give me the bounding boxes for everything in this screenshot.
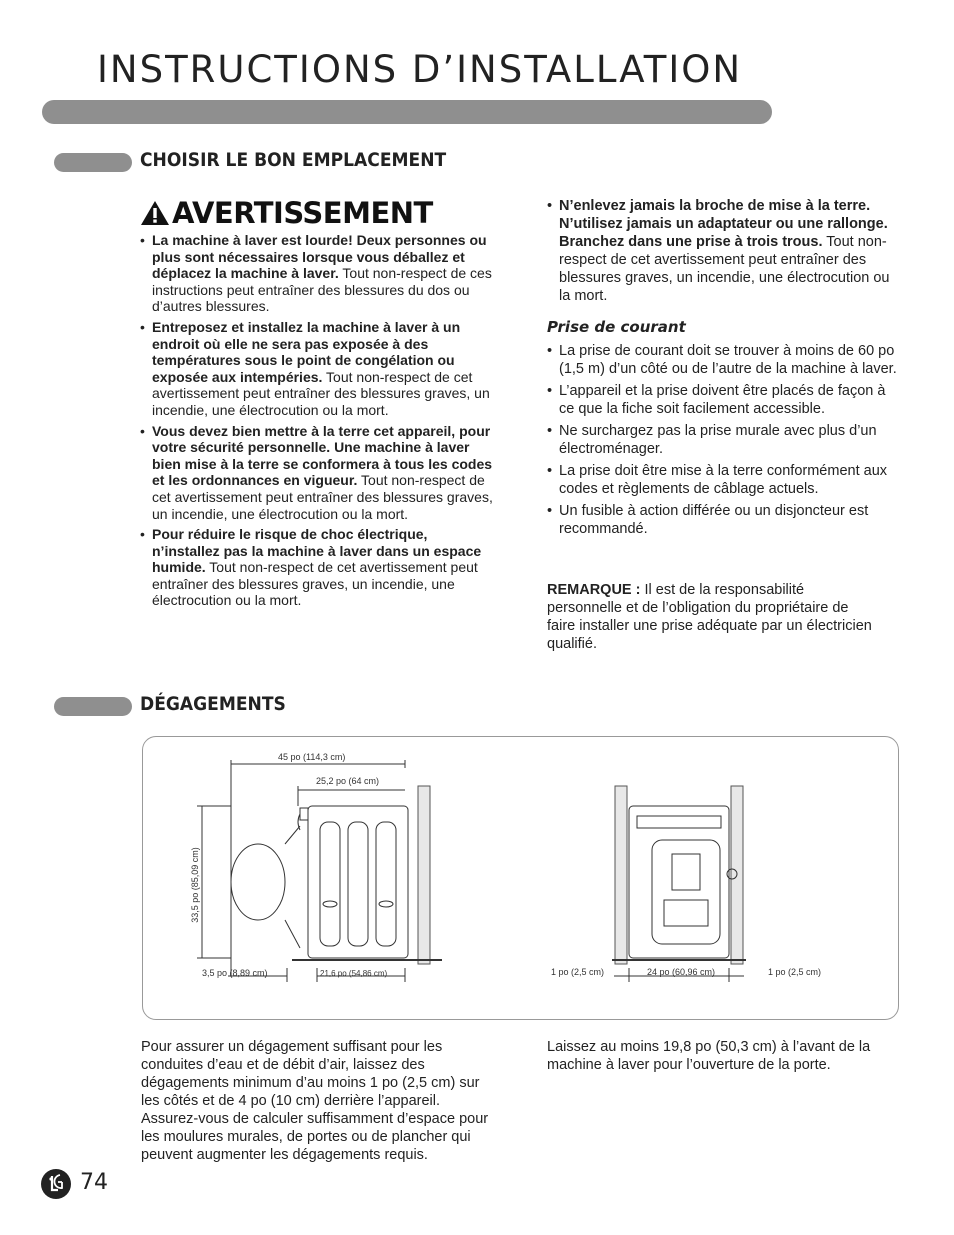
warning-list-left <box>140 232 495 613</box>
outlet-note: REMARQUE : Il est de la responsabilité personnelle et de l’obligation du propriétaire de faire installer une prise adéquate par un électricien qualifié. <box>547 582 872 652</box>
dim-base: 21,6 po (54,86 cm) <box>320 969 388 978</box>
section-heading-degagements: DÉGAGEMENTS <box>140 693 286 715</box>
outlet-list <box>547 342 902 542</box>
warning-heading <box>140 196 433 230</box>
page-title: INSTRUCTIONS D’INSTALLATION <box>97 48 743 91</box>
dim-right-gap: 1 po (2,5 cm) <box>768 967 822 977</box>
dim-width: 24 po (60,96 cm) <box>647 967 716 977</box>
clearance-text-right: Laissez au moins 19,8 po (50,3 cm) à l’avant de la machine à laver pour l’ouverture de la porte. <box>547 1039 871 1073</box>
warning-item: • La machine à laver est lourde! Deux personnes ou plus sont nécessaires lorsque vous déballez et déplacez la machine à laver. Tout non-respect de ces instructions peut entraîner des blessures du dos ou d’autres blessures. <box>140 232 495 315</box>
clearance-text-left: Pour assurer un dégagement suffisant pour les conduites d’eau et de débit d’air, laissez des dégagements minimum d’au moins 1 po (2,5 cm) sur les côtés et de 4 po (10 cm) derrière l’appareil. Assurez-vous de calculer suffisamment d’espace pour les moulures murales, de portes ou de plancher qui peuvent augmenter les dégagements requis. <box>141 1039 489 1163</box>
dim-body-depth: 25,2 po (64 cm) <box>316 776 380 786</box>
warning-triangle-icon <box>140 200 170 226</box>
page-number: 74 <box>80 1170 108 1195</box>
dim-door: 3,5 po (8,89 cm) <box>202 968 268 978</box>
outlet-item: • La prise de courant doit se trouver à moins de 60 po (1,5 m) d’un côté ou de l’autre de la machine à laver. <box>547 342 902 378</box>
section-heading-emplacement: CHOISIR LE BON EMPLACEMENT <box>140 149 447 171</box>
outlet-item: • Ne surchargez pas la prise murale avec plus d’un électroménager. <box>547 422 902 458</box>
section-pill <box>54 153 132 172</box>
dim-left-gap: 1 po (2,5 cm) <box>551 967 605 977</box>
warning-list-right <box>547 197 902 309</box>
lg-logo-icon <box>40 1168 72 1200</box>
warning-item: • Vous devez bien mettre à la terre cet appareil, pour votre sécurité personnelle. Une machine à laver bien mise à la terre se conformera à tous les codes et les ordonnances en vigueur. Tout non-respect de cet avertissement peut entraîner des blessures graves, un incendie, une électrocution ou la mort. <box>140 423 495 523</box>
section-pill <box>54 697 132 716</box>
outlet-heading: Prise de courant <box>547 318 686 336</box>
outlet-item: • La prise doit être mise à la terre conformément aux codes et règlements de câblage actuels. <box>547 462 902 498</box>
dim-height: 33,5 po (85,09 cm) <box>190 847 200 923</box>
header-bar <box>42 100 772 124</box>
warning-title: AVERTISSEMENT <box>172 196 433 230</box>
dim-total-depth: 45 po (114,3 cm) <box>278 752 346 762</box>
warning-item: • Pour réduire le risque de choc électrique, n’installez pas la machine à laver dans un espace humide. Tout non-respect de cet avertissement peut entraîner des blessures graves, un incendie, une électrocution ou la mort. <box>140 526 495 609</box>
warning-item: • Entreposez et installez la machine à laver à un endroit où elle ne sera pas exposée à des températures sous le point de congélation ou exposée aux intempéries. Tout non-respect de cet avertissement peut entraîner des blessures graves, un incendie, une électrocution ou la mort. <box>140 319 495 419</box>
outlet-item: • Un fusible à action différée ou un disjoncteur est recommandé. <box>547 502 902 538</box>
warning-item: • N’enlevez jamais la broche de mise à la terre. N’utilisez jamais un adaptateur ou une rallonge. Branchez dans une prise à trois trous. Tout non-respect de cet avertissement peut entraîner des blessures graves, un incendie, une électrocution ou la mort. <box>547 197 902 305</box>
outlet-item: • L’appareil et la prise doivent être placés de façon à ce que la fiche soit facilement accessible. <box>547 382 902 418</box>
